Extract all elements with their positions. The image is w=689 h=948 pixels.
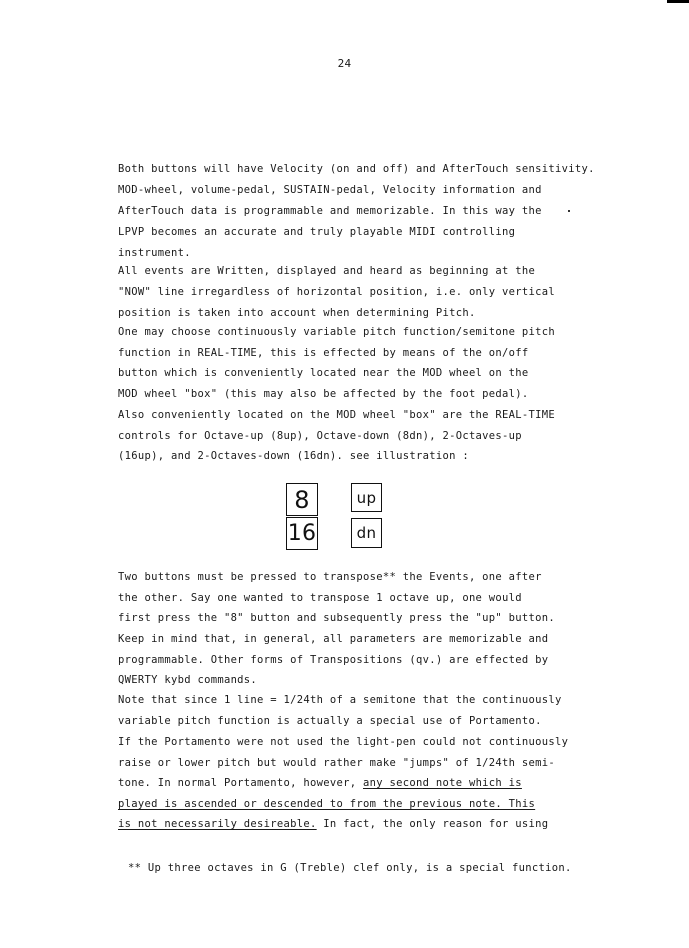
text-run: tone. In normal Portamento, however,: [118, 777, 357, 789]
text-line: [118, 818, 548, 830]
text-line: programmable. Other forms of Transpositions (qv.) are effected by: [118, 654, 549, 666]
text-line: Keep in mind that, in general, all parameters are memorizable and: [118, 633, 549, 645]
text-line: Also conveniently located on the MOD wheel "box" are the REAL-TIME: [118, 409, 556, 421]
octave-8-button: 8: [286, 483, 318, 516]
text-line: controls for Octave-up (8up), Octave-down (8dn), 2-Octaves-up: [118, 430, 522, 442]
text-line: instrument.: [118, 247, 191, 259]
text-line: raise or lower pitch but would rather make "jumps" of 1/24th semi-: [118, 757, 556, 769]
text-line: Note that since 1 line = 1/24th of a semitone that the continuously: [118, 694, 562, 706]
text-line: the other. Say one wanted to transpose 1 octave up, one would: [118, 592, 522, 604]
text-line: QWERTY kybd commands.: [118, 674, 258, 686]
text-line: [118, 777, 522, 789]
text-line: MOD wheel "box" (this may also be affected by the foot pedal).: [118, 388, 529, 400]
text-line: MOD-wheel, volume-pedal, SUSTAIN-pedal, Velocity information and: [118, 184, 542, 196]
stray-mark: [568, 210, 570, 212]
text-line: button which is conveniently located near the MOD wheel on the: [118, 367, 529, 379]
octave-16-button: 16: [286, 517, 318, 550]
text-line: function in REAL-TIME, this is effected by means of the on/off: [118, 347, 529, 359]
page-number: 24: [337, 57, 352, 70]
text-line: Two buttons must be pressed to transpose** the Events, one after: [118, 571, 542, 583]
text-line: AfterTouch data is programmable and memorizable. In this way the: [118, 205, 542, 217]
text-line: position is taken into account when determining Pitch.: [118, 307, 476, 319]
text-run: In fact, the only reason for using: [323, 818, 549, 830]
down-button: dn: [351, 518, 382, 548]
text-line: "NOW" line irregardless of horizontal position, i.e. only vertical: [118, 286, 556, 298]
up-button: up: [351, 483, 382, 512]
underlined-text: played is ascended or descended to from the previous note. This: [118, 798, 536, 810]
footnote: ** Up three octaves in G (Treble) clef only, is a special function.: [128, 862, 572, 874]
text-line: If the Portamento were not used the light-pen could not continuously: [118, 736, 569, 748]
page-corner-mark: [667, 0, 689, 3]
text-line: (16up), and 2-Octaves-down (16dn). see illustration :: [118, 450, 469, 462]
text-line: One may choose continuously variable pitch function/semitone pitch: [118, 326, 556, 338]
text-line: [118, 798, 535, 810]
text-line: LPVP becomes an accurate and truly playable MIDI controlling: [118, 226, 516, 238]
text-line: first press the "8" button and subsequently press the "up" button.: [118, 612, 556, 624]
text-line: Both buttons will have Velocity (on and off) and AfterTouch sensitivity.: [118, 163, 595, 175]
text-line: All events are Written, displayed and heard as beginning at the: [118, 265, 536, 277]
underlined-text: is not necessarily desireable.: [118, 818, 317, 830]
text-line: variable pitch function is actually a special use of Portamento.: [118, 715, 542, 727]
underlined-text: any second note which is: [363, 777, 522, 789]
